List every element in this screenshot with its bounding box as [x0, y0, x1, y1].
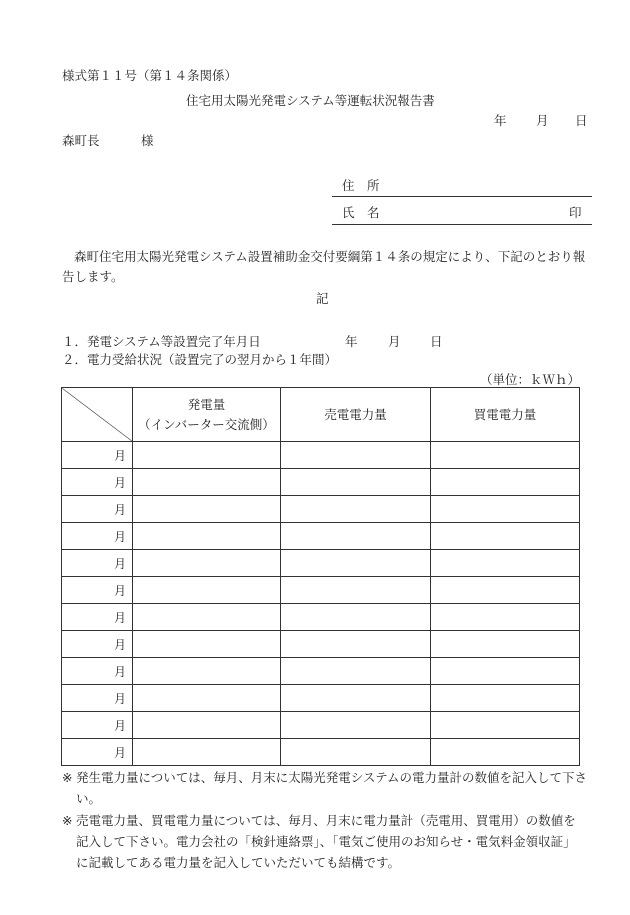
- month-label: 月: [62, 739, 133, 766]
- generation-cell[interactable]: [133, 469, 281, 496]
- month-label: 月: [62, 685, 133, 712]
- ki-heading: 記: [316, 291, 329, 306]
- bought-power-cell[interactable]: [431, 685, 580, 712]
- table-row: [62, 604, 580, 631]
- generation-cell[interactable]: [133, 442, 281, 469]
- form-number: 様式第１１号（第１４条関係）: [62, 68, 238, 83]
- sold-power-cell[interactable]: [281, 469, 431, 496]
- note-2: [62, 810, 587, 873]
- bought-power-cell[interactable]: [431, 496, 580, 523]
- month-label: 月: [62, 550, 133, 577]
- bought-power-cell[interactable]: [431, 658, 580, 685]
- name-label: 氏 名: [342, 205, 380, 220]
- col-generation: [133, 388, 281, 442]
- generation-cell[interactable]: [133, 712, 281, 739]
- addressee: 森町長: [62, 133, 100, 148]
- intro-paragraph: 森町住宅用太陽光発電システム設置補助金交付要綱第１４条の規定により、下記のとおり報告します。: [62, 249, 586, 284]
- table-row: [62, 469, 580, 496]
- generation-cell[interactable]: [133, 631, 281, 658]
- bought-power-cell[interactable]: [431, 442, 580, 469]
- month-label: 月: [62, 712, 133, 739]
- bought-power-cell[interactable]: [431, 631, 580, 658]
- table-row: [62, 685, 580, 712]
- header-corner-cell: [62, 388, 133, 442]
- note-1-mark: ※: [62, 770, 73, 785]
- generation-cell[interactable]: [133, 739, 281, 766]
- date-day-label: 日: [575, 113, 588, 128]
- sold-power-cell[interactable]: [281, 442, 431, 469]
- generation-cell[interactable]: [133, 496, 281, 523]
- seal-mark: 印: [569, 205, 582, 220]
- name-underline: [332, 224, 592, 225]
- note-2-mark: ※: [62, 813, 73, 828]
- note-1: [62, 767, 587, 809]
- sold-power-cell[interactable]: [281, 496, 431, 523]
- month-label: 月: [62, 631, 133, 658]
- bought-power-cell[interactable]: [431, 739, 580, 766]
- table-row: [62, 496, 580, 523]
- item-1: １．発電システム等設置完了年月日: [62, 334, 261, 349]
- month-label: 月: [62, 496, 133, 523]
- bought-power-cell[interactable]: [431, 469, 580, 496]
- sold-power-cell[interactable]: [281, 550, 431, 577]
- date-year-label: 年: [494, 113, 507, 128]
- sold-power-cell[interactable]: [281, 577, 431, 604]
- table-row: [62, 739, 580, 766]
- month-label: 月: [62, 523, 133, 550]
- sold-power-cell[interactable]: [281, 712, 431, 739]
- bought-power-cell[interactable]: [431, 712, 580, 739]
- date-month-label: 月: [536, 113, 549, 128]
- month-label: 月: [62, 442, 133, 469]
- table-row: [62, 523, 580, 550]
- sold-power-cell[interactable]: [281, 685, 431, 712]
- sold-power-cell[interactable]: [281, 631, 431, 658]
- col-generation-label: 発電量: [187, 396, 226, 412]
- table-row: [62, 442, 580, 469]
- bought-power-cell[interactable]: [431, 604, 580, 631]
- item-1-year: 年: [345, 334, 358, 349]
- item-1-day: 日: [430, 334, 443, 349]
- item-1-month: 月: [388, 334, 401, 349]
- month-label: 月: [62, 577, 133, 604]
- generation-cell[interactable]: [133, 658, 281, 685]
- month-label: 月: [62, 658, 133, 685]
- sold-power-cell[interactable]: [281, 604, 431, 631]
- col-generation-sublabel: （インバーター交流側）: [138, 416, 275, 432]
- sold-power-cell[interactable]: [281, 523, 431, 550]
- table-row: [62, 712, 580, 739]
- sold-power-cell[interactable]: [281, 658, 431, 685]
- bought-power-cell[interactable]: [431, 550, 580, 577]
- generation-cell[interactable]: [133, 550, 281, 577]
- addressee-honorific: 様: [141, 133, 154, 148]
- item-2: ２．電力受給状況（設置完了の翌月から１年間）: [62, 352, 338, 367]
- col-bought-power: 買電電力量: [431, 388, 580, 442]
- table-header-row: [62, 388, 580, 442]
- month-label: 月: [62, 604, 133, 631]
- table-row: [62, 658, 580, 685]
- col-sold-power: 売電電力量: [281, 388, 431, 442]
- bought-power-cell[interactable]: [431, 523, 580, 550]
- address-underline: [332, 196, 592, 197]
- power-table: [61, 387, 580, 766]
- generation-cell[interactable]: [133, 685, 281, 712]
- unit-label: （単位：ｋＷｈ）: [480, 372, 581, 387]
- generation-cell[interactable]: [133, 604, 281, 631]
- generation-cell[interactable]: [133, 523, 281, 550]
- address-label: 住 所: [342, 178, 380, 193]
- generation-cell[interactable]: [133, 577, 281, 604]
- table-row: [62, 550, 580, 577]
- bought-power-cell[interactable]: [431, 577, 580, 604]
- table-row: [62, 577, 580, 604]
- month-label: 月: [62, 469, 133, 496]
- document-title: 住宅用太陽光発電システム等運転状況報告書: [186, 93, 435, 108]
- sold-power-cell[interactable]: [281, 739, 431, 766]
- note-1-text: 発生電力量については、毎月、月末に太陽光発電システムの電力量計の数値を記入して下さい。: [76, 770, 588, 806]
- table-row: [62, 631, 580, 658]
- note-2-text: 売電電力量、買電電力量については、毎月、月末に電力量計（売電用、買電用）の数値を記入して下さい。電力会社の「検針連絡票」、「電気ご使用のお知らせ・電気料金領収証」に記載してある電力量を記入していただいても結構です。: [76, 813, 576, 870]
